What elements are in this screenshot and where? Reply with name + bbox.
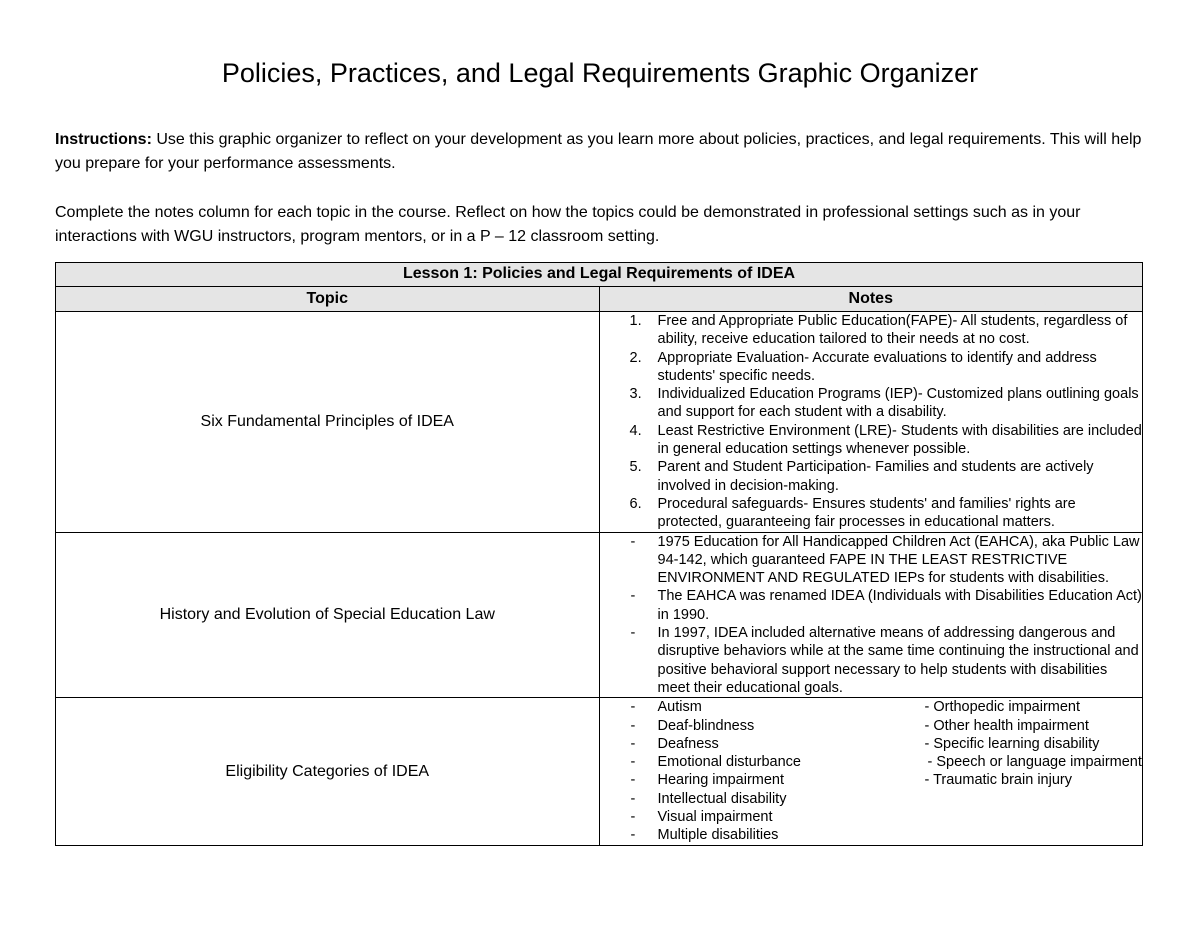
list-item: - Traumatic brain injury bbox=[924, 772, 1072, 789]
list-item bbox=[600, 495, 1143, 532]
list-item bbox=[600, 735, 900, 753]
list-marker: - bbox=[630, 625, 636, 642]
table-row bbox=[56, 698, 1143, 846]
list-item bbox=[600, 349, 1143, 386]
table-row bbox=[56, 312, 1143, 533]
list-item bbox=[600, 422, 1143, 459]
list-marker: - bbox=[630, 754, 636, 771]
list-item bbox=[600, 808, 900, 826]
list-marker: 1. bbox=[629, 313, 642, 329]
notes-cell bbox=[599, 698, 1143, 846]
list-item bbox=[600, 624, 1143, 697]
list-item bbox=[600, 753, 900, 771]
list-item bbox=[600, 533, 1143, 588]
list-item-text: Appropriate Evaluation- Accurate evaluations to identify and address students' specific needs. bbox=[657, 349, 1097, 384]
list-marker: - bbox=[630, 533, 636, 550]
list-item-text: Procedural safeguards- Ensures students' and families' rights are protected, guaranteeing fair processes in educational matters. bbox=[657, 495, 1076, 531]
list-item-text: Free and Appropriate Public Education(FAPE)- All students, regardless of ability, receive education tailored to their needs at no cost. bbox=[657, 313, 1128, 348]
list-item-text: Individualized Education Programs (IEP)- Customized plans outlining goals and support for each student with a disability. bbox=[657, 386, 1139, 421]
categories-left-column bbox=[600, 698, 900, 844]
lesson-title: Lesson 1: Policies and Legal Requirements of IDEA bbox=[56, 263, 1143, 287]
list-marker: 6. bbox=[629, 495, 642, 512]
topic-cell: Eligibility Categories of IDEA bbox=[56, 698, 600, 846]
lesson-title-row bbox=[56, 263, 1143, 287]
notes-guidance-paragraph: Complete the notes column for each topic in the course. Reflect on how the topics could be demonstrated in professional settings such as in your interactions with WGU instructors, program mentors, or in a P – 12 classroom setting. bbox=[55, 204, 1081, 245]
list-item bbox=[600, 717, 900, 735]
principles-list bbox=[600, 312, 1143, 532]
list-item-text: Hearing impairment bbox=[657, 772, 785, 789]
list-item bbox=[600, 790, 900, 808]
table-row bbox=[56, 532, 1143, 698]
column-header-row bbox=[56, 287, 1143, 312]
list-item-text: In 1997, IDEA included alternative means of addressing dangerous and disruptive behaviors while at the same time continuing the instructional and positive behavioral support necessary to help students with disabilities meet their educational goals. bbox=[657, 625, 1139, 696]
list-item: - Speech or language impairment bbox=[927, 754, 1142, 771]
list-item: - Other health impairment bbox=[924, 717, 1089, 734]
list-marker: - bbox=[630, 772, 636, 789]
history-list bbox=[600, 533, 1143, 698]
list-item-text: Intellectual disability bbox=[657, 790, 787, 807]
list-item bbox=[600, 771, 900, 789]
list-item-text: Multiple disabilities bbox=[657, 827, 779, 844]
list-marker: - bbox=[630, 588, 636, 605]
instructions-paragraph bbox=[55, 128, 1145, 176]
list-marker: - bbox=[630, 790, 636, 807]
notes-cell bbox=[599, 532, 1143, 698]
list-marker: - bbox=[630, 735, 636, 752]
list-item: - Specific learning disability bbox=[924, 735, 1100, 752]
instructions-label: Instructions: bbox=[55, 131, 152, 148]
list-item-text: Autism bbox=[657, 699, 702, 716]
list-item-text: Visual impairment bbox=[657, 809, 773, 826]
list-item-text: Least Restrictive Environment (LRE)- Students with disabilities are included in general education settings whenever possible. bbox=[657, 422, 1142, 458]
list-marker: - bbox=[630, 809, 636, 826]
list-marker: 4. bbox=[629, 422, 642, 439]
list-item bbox=[600, 385, 1143, 422]
topic-cell: History and Evolution of Special Education Law bbox=[56, 532, 600, 698]
list-marker: - bbox=[630, 699, 636, 716]
list-marker: 5. bbox=[629, 459, 642, 476]
list-item-text: Deafness bbox=[657, 735, 719, 752]
list-marker: 3. bbox=[629, 386, 642, 403]
list-item bbox=[600, 698, 900, 716]
list-item-text: The EAHCA was renamed IDEA (Individuals with Disabilities Education Act) in 1990. bbox=[657, 588, 1142, 623]
list-item-text: Deaf-blindness bbox=[657, 717, 755, 734]
list-item-text: 1975 Education for All Handicapped Children Act (EAHCA), aka Public Law 94-142, which guaranteed FAPE IN THE LEAST RESTRICTIVE ENVIRONMENT AND REGULATED IEPs for students with disabilities. bbox=[657, 533, 1140, 587]
list-item bbox=[600, 312, 1143, 349]
notes-cell bbox=[599, 312, 1143, 533]
list-item bbox=[600, 458, 1143, 495]
eligibility-categories bbox=[600, 698, 1143, 842]
topic-column-header: Topic bbox=[56, 287, 600, 312]
list-item-text: Parent and Student Participation- Families and students are actively involved in decision-making. bbox=[657, 459, 1094, 494]
list-item bbox=[600, 587, 1143, 624]
categories-right-column bbox=[925, 698, 1200, 789]
page-title: Policies, Practices, and Legal Requirements Graphic Organizer bbox=[221, 58, 979, 88]
list-marker: 2. bbox=[629, 349, 642, 366]
graphic-organizer-table bbox=[55, 262, 1143, 846]
list-marker: - bbox=[630, 717, 636, 734]
instructions-text: Use this graphic organizer to reflect on your development as you learn more about policies, practices, and legal requirements. This will help you prepare for your performance assessments. bbox=[55, 131, 1142, 172]
notes-column-header: Notes bbox=[599, 287, 1143, 312]
list-item bbox=[600, 826, 900, 844]
topic-cell: Six Fundamental Principles of IDEA bbox=[56, 312, 600, 533]
list-item: - Orthopedic impairment bbox=[924, 699, 1081, 716]
list-marker: - bbox=[630, 827, 636, 844]
list-item-text: Emotional disturbance bbox=[657, 754, 801, 771]
